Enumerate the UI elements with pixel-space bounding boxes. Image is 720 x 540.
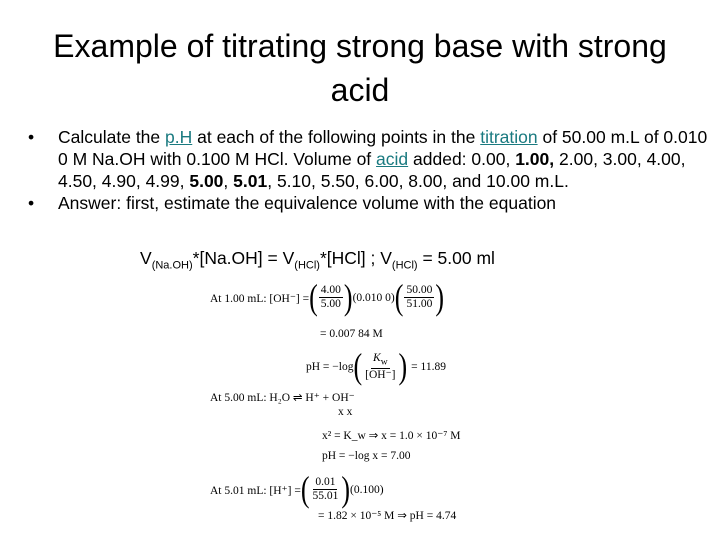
- bullet1-text-6: ,: [223, 171, 234, 191]
- bullet1-text-3: of 50.00 m.L of 0.010 0 M Na.OH with 0.100 M HCl. Volume of: [58, 127, 708, 169]
- bold-volume-3: 5.01: [233, 171, 268, 191]
- bullet-dot: •: [28, 127, 35, 147]
- paren-right: ): [435, 276, 444, 318]
- link-ph[interactable]: p.H: [165, 127, 193, 147]
- fraction: [319, 284, 343, 311]
- fraction-denominator: 55.01: [312, 490, 339, 502]
- formula-subscript: (HCl): [294, 259, 320, 272]
- math-text: (0.010 0): [352, 291, 395, 304]
- math-text: K: [373, 352, 381, 364]
- math-row-4: At 5.00 mL: H₂O ⇌ H⁺ + OH⁻: [210, 392, 355, 404]
- fraction-denominator: [OH⁻]: [365, 369, 396, 382]
- bullet-item-question: [28, 126, 708, 192]
- formula-part: = 5.00 ml: [417, 248, 495, 268]
- bullet1-text-4: added: 0.00,: [408, 149, 516, 169]
- math-text: = 11.89: [411, 361, 446, 374]
- bullet-item-answer: [28, 192, 708, 214]
- math-row-6: x² = K_w ⇒ x = 1.0 × 10⁻⁷ M: [322, 430, 461, 442]
- bullet1-text-5: 2.00, 3.00, 4.00, 4.50, 4.90, 4.99,: [58, 149, 686, 191]
- math-row-2: = 0.007 84 M: [320, 328, 383, 340]
- fraction-numerator: 50.00: [406, 284, 433, 296]
- math-subscript: w: [380, 356, 388, 368]
- fraction-numerator: 4.00: [320, 284, 341, 296]
- link-acid[interactable]: acid: [376, 149, 409, 169]
- equivalence-formula: [140, 248, 495, 272]
- paren-left: (: [394, 276, 404, 318]
- slide-title: Example of titrating strong base with strong acid: [53, 28, 667, 108]
- math-row-1: [210, 276, 444, 318]
- paren-left: (: [309, 276, 318, 318]
- bullet-list: [28, 126, 708, 214]
- fraction-numerator: 0.01: [315, 476, 336, 488]
- fraction: [363, 352, 397, 382]
- formula-part: *[HCl] ; V: [319, 248, 392, 268]
- paren-right: ): [343, 276, 353, 318]
- fraction-denominator: 51.00: [406, 298, 433, 310]
- math-row-3: [306, 346, 446, 387]
- math-text: (0.100): [350, 483, 384, 496]
- paren-right: ): [341, 468, 351, 510]
- link-titration[interactable]: titration: [480, 127, 538, 147]
- formula-subscript: (Na.OH): [151, 259, 193, 272]
- paren-left: (: [300, 468, 310, 510]
- math-text: At 1.00 mL: [OH⁻] =: [210, 292, 310, 305]
- math-row-8: [210, 468, 384, 510]
- paren-left: (: [353, 346, 363, 387]
- bold-volume-1: 1.00,: [515, 149, 555, 169]
- fraction-numerator: [371, 352, 390, 369]
- math-text: At 5.01 mL: [H⁺] =: [210, 484, 301, 497]
- paren-right: ): [398, 346, 408, 387]
- solution-image: [210, 276, 520, 524]
- bullet1-text-2: at each of the following points in the: [192, 127, 481, 147]
- bullet-dot: •: [28, 193, 35, 213]
- formula-subscript: (HCl): [391, 259, 418, 272]
- bullet1-text-7: , 5.10, 5.50, 6.00, 8.00, and 10.00 m.L.: [267, 171, 569, 191]
- bullet2-text: Answer: first, estimate the equivalence volume with the equation: [58, 193, 557, 213]
- bold-volume-2: 5.00: [189, 171, 224, 191]
- bullet1-text-1: Calculate the: [58, 127, 166, 147]
- math-text: pH = −log: [306, 361, 354, 374]
- math-row-9: = 1.82 × 10⁻⁵ M ⇒ pH = 4.74: [318, 510, 457, 522]
- formula-part: *[Na.OH] = V: [192, 248, 295, 268]
- formula-part: V: [140, 248, 152, 268]
- math-row-5: x x: [338, 406, 353, 418]
- math-row-7: pH = −log x = 7.00: [322, 450, 411, 462]
- fraction: [310, 476, 340, 503]
- fraction: [404, 284, 434, 311]
- fraction-denominator: 5.00: [320, 298, 341, 310]
